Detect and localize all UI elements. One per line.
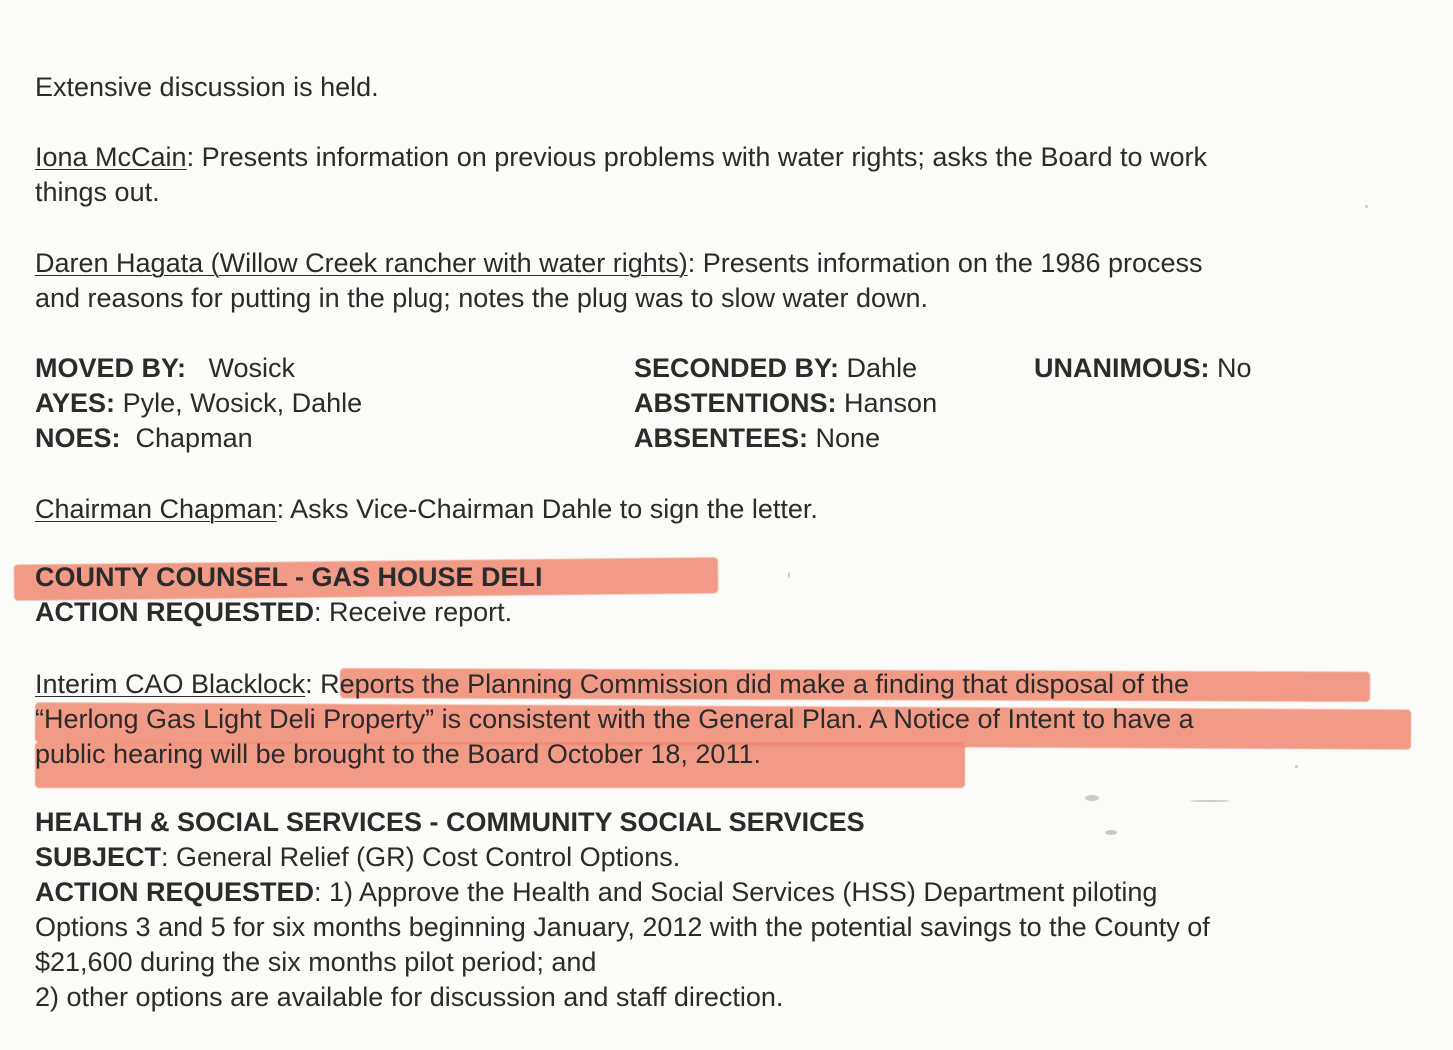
paragraph-daren-line2: and reasons for putting in the plug; notes the plug was to slow water down. [35, 283, 929, 313]
vote-seconded: SECONDED BY: Dahle [634, 353, 918, 383]
hss-action-line1: ACTION REQUESTED: 1) Approve the Health and Social Services (HSS) Department piloting [35, 877, 1158, 907]
scan-speck [1295, 765, 1298, 768]
speaker-chapman: Chairman Chapman [35, 494, 277, 524]
paragraph-chapman: Chairman Chapman: Asks Vice-Chairman Dahle to sign the letter. [35, 494, 818, 524]
vote-unanimous: UNANIMOUS: No [1034, 353, 1252, 383]
scan-speck [1105, 830, 1117, 835]
vote-moved: MOVED BY: Wosick [35, 353, 296, 383]
scan-speck [788, 572, 790, 578]
vote-ayes: AYES: Pyle, Wosick, Dahle [35, 388, 363, 418]
hss-action-line3: $21,600 during the six months pilot period; and [35, 947, 597, 977]
speaker-blacklock: Interim CAO Blacklock [35, 669, 306, 699]
paragraph-iona-line1: Iona McCain: Presents information on previous problems with water rights; asks the Board to work [35, 142, 1208, 172]
vote-absentees: ABSENTEES: None [634, 423, 881, 453]
section-heading-hss: HEALTH & SOCIAL SERVICES - COMMUNITY SOCIAL SERVICES [35, 807, 865, 837]
paragraph-blacklock-line2: “Herlong Gas Light Deli Property” is consistent with the General Plan. A Notice of Intent to have a [35, 704, 1194, 734]
paragraph-blacklock-line1: Interim CAO Blacklock: Reports the Planning Commission did make a finding that disposal of the [35, 669, 1190, 699]
scan-speck [1365, 205, 1368, 208]
paragraph-iona-line2: things out. [35, 177, 160, 207]
speaker-iona: Iona McCain [35, 142, 187, 172]
hss-subject: SUBJECT: General Relief (GR) Cost Control Options. [35, 842, 681, 872]
section-heading-gas-house: COUNTY COUNSEL - GAS HOUSE DELI [35, 562, 543, 592]
scan-speck [1085, 795, 1099, 801]
scan-speck [1190, 800, 1230, 802]
vote-noes: NOES: Chapman [35, 423, 253, 453]
paragraph-blacklock-line3: public hearing will be brought to the Board October 18, 2011. [35, 739, 761, 769]
paragraph-daren-line1: Daren Hagata (Willow Creek rancher with water rights): Presents information on the 1986 process [35, 248, 1203, 278]
paragraph-discussion: Extensive discussion is held. [35, 72, 379, 102]
hss-action-line2: Options 3 and 5 for six months beginning January, 2012 with the potential savings to the County of [35, 912, 1210, 942]
hss-action-line4: 2) other options are available for discussion and staff direction. [35, 982, 784, 1012]
vote-abstentions: ABSTENTIONS: Hanson [634, 388, 938, 418]
speaker-daren: Daren Hagata (Willow Creek rancher with water rights) [35, 248, 688, 278]
gas-house-action: ACTION REQUESTED: Receive report. [35, 597, 513, 627]
